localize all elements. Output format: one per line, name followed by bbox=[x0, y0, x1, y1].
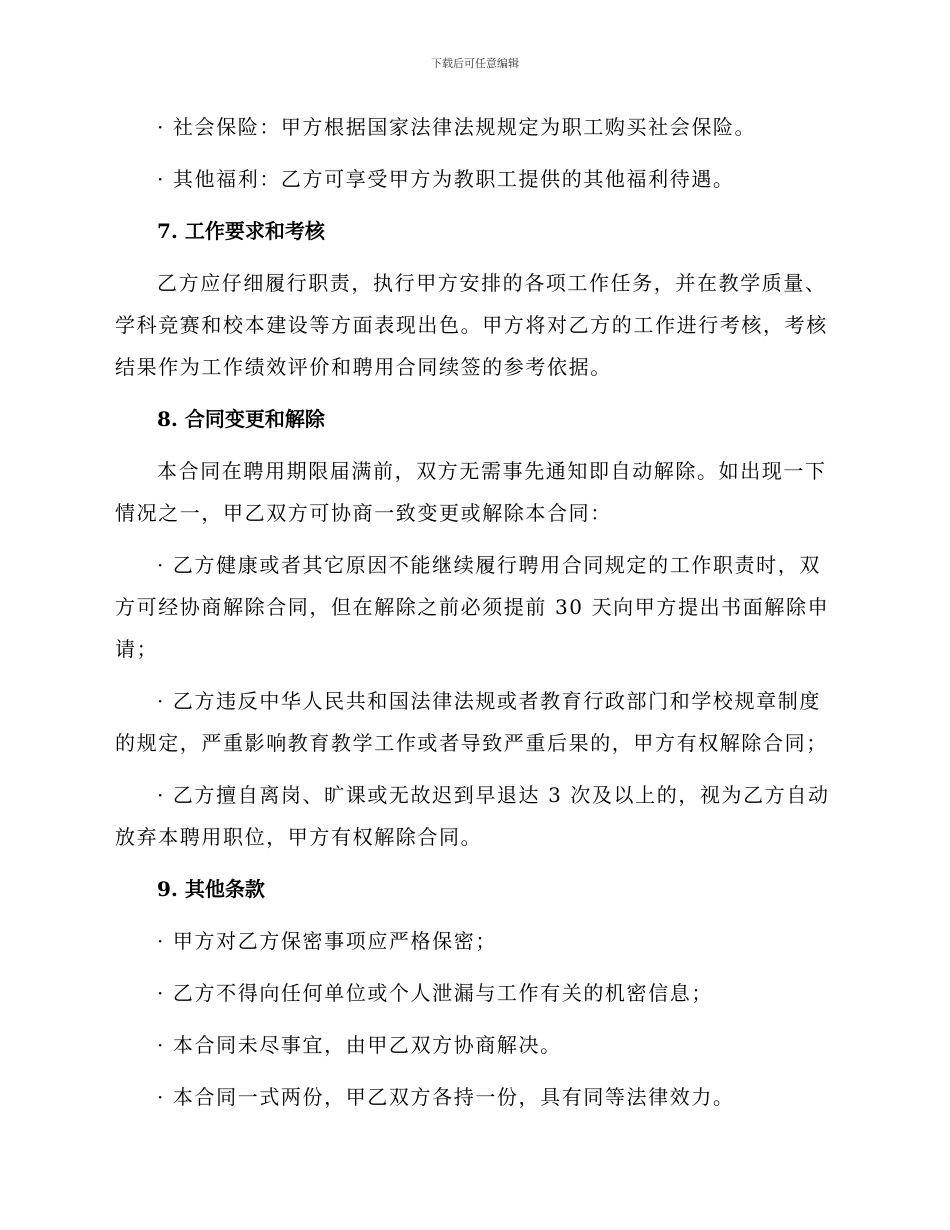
section-7-paragraph bbox=[115, 262, 840, 388]
section-9-item-1: · 甲方对乙方保密事项应严格保密； bbox=[157, 929, 497, 953]
page-header: 下载后可任意编辑 bbox=[431, 57, 519, 70]
section-9-heading: 9. 其他条款 bbox=[157, 877, 265, 901]
paragraph-line: 方可经协商解除合同，但在解除之前必须提前 30 天向甲方提出书面解除申 bbox=[115, 595, 830, 619]
paragraph-line: 本合同在聘用期限届满前，双方无需事先通知即自动解除。如出现一下 bbox=[157, 459, 827, 483]
section-9-item-3: · 本合同未尽事宜，由甲乙双方协商解决。 bbox=[157, 1033, 562, 1057]
paragraph-line: · 乙方违反中华人民共和国法律法规或者教育行政部门和学校规章制度 bbox=[157, 689, 821, 713]
paragraph-line: 乙方应仔细履行职责，执行甲方安排的各项工作任务，并在教学质量、 bbox=[157, 271, 827, 295]
section-8-item-1 bbox=[115, 544, 840, 670]
section-7-heading: 7. 工作要求和考核 bbox=[157, 219, 325, 243]
section-8-intro bbox=[115, 450, 840, 534]
paragraph-line: 放弃本聘用职位，甲方有权解除合同。 bbox=[115, 825, 483, 849]
section-8-heading: 8. 合同变更和解除 bbox=[157, 407, 325, 431]
paragraph-line: 情况之一，甲乙双方可协商一致变更或解除本合同： bbox=[115, 501, 612, 525]
paragraph-line: · 乙方健康或者其它原因不能继续履行聘用合同规定的工作职责时，双 bbox=[157, 553, 821, 577]
paragraph-line: 结果作为工作绩效评价和聘用合同续签的参考依据。 bbox=[115, 355, 612, 379]
paragraph-line: 学科竞赛和校本建设等方面表现出色。甲方将对乙方的工作进行考核，考核 bbox=[115, 313, 828, 337]
paragraph-line: 的规定，严重影响教育教学工作或者导致严重后果的，甲方有权解除合同； bbox=[115, 731, 828, 755]
bullet-social-insurance: · 社会保险：甲方根据国家法律法规规定为职工购买社会保险。 bbox=[157, 115, 757, 139]
section-8-item-2 bbox=[115, 680, 840, 764]
section-9-item-2: · 乙方不得向任何单位或个人泄漏与工作有关的机密信息； bbox=[157, 981, 713, 1005]
section-8-item-3 bbox=[115, 774, 840, 858]
section-9-item-4: · 本合同一式两份，甲乙双方各持一份，具有同等法律效力。 bbox=[157, 1085, 735, 1109]
paragraph-line: 请； bbox=[115, 637, 159, 661]
paragraph-line: · 乙方擅自离岗、旷课或无故迟到早退达 3 次及以上的，视为乙方自动 bbox=[157, 783, 830, 807]
bullet-other-benefits: · 其他福利：乙方可享受甲方为教职工提供的其他福利待遇。 bbox=[157, 167, 735, 191]
